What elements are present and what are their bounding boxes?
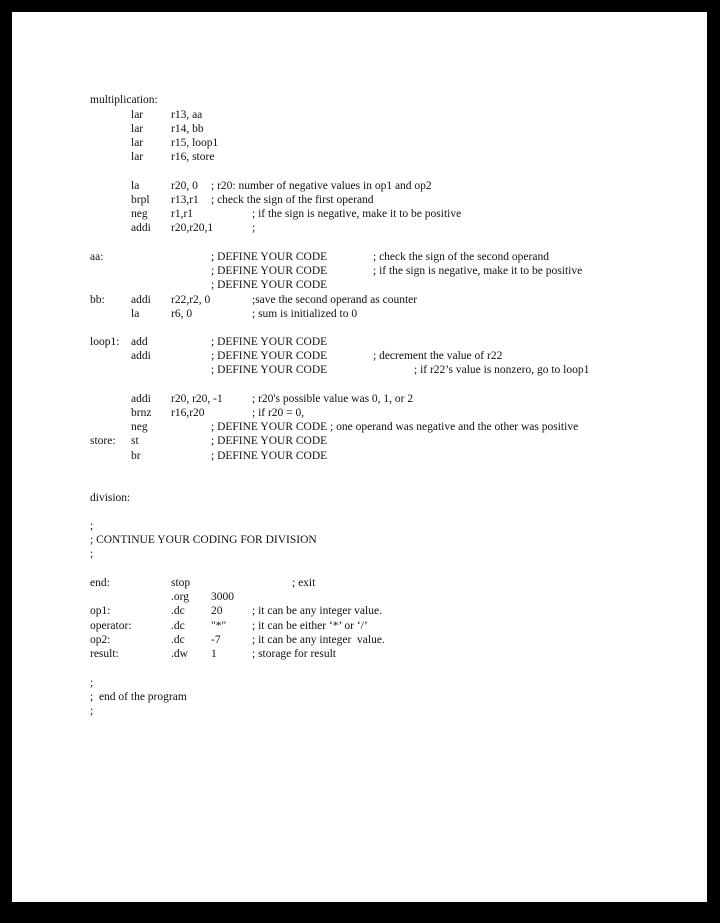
code-comment: ; [90,520,94,532]
op1-label: op1: [90,605,111,617]
code-comment: ; sum is initialized to 0 [252,308,358,320]
define-code-placeholder: ; DEFINE YOUR CODE [211,251,328,263]
code-comment: ; [90,548,94,560]
code-opcode: add [131,336,148,348]
code-operands: r6, 0 [171,308,193,320]
operator-label: operator: [90,620,132,632]
code-operands: r15, loop1 [171,137,219,149]
aa-label: aa: [90,251,104,263]
code-opcode: br [131,450,141,462]
code-comment: ; storage for result [252,648,336,660]
bb-label: bb: [90,294,105,306]
code-operands: r22,r2, 0 [171,294,211,306]
op2-label: op2: [90,634,111,646]
code-opcode: .org [171,591,189,603]
code-operands: r1,r1 [171,208,194,220]
code-opcode: .dc [171,605,185,617]
define-code-placeholder: ; DEFINE YOUR CODE [211,336,328,348]
code-opcode: addi [131,350,151,362]
code-opcode: brpl [131,194,150,206]
code-comment: ; it can be either ‘*’ or ‘/’ [252,620,368,632]
code-comment: ; r20: number of negative values in op1 and op2 [211,180,432,192]
code-operands: 3000 [211,591,234,603]
code-operands: r16, store [171,151,215,163]
code-comment: ; check the sign of the second operand [373,251,549,263]
define-code-placeholder: ; DEFINE YOUR CODE [211,350,328,362]
code-operands: r20,r20,1 [171,222,214,234]
code-opcode: lar [131,151,144,163]
define-code-placeholder: ; DEFINE YOUR CODE [211,435,328,447]
code-opcode: .dw [171,648,188,660]
code-operands: -7 [211,634,221,646]
code-comment: ; if the sign is negative, make it to be positive [373,265,583,277]
code-opcode: stop [171,577,191,589]
code-opcode: lar [131,109,144,121]
code-comment: ; [90,677,94,689]
code-comment: ; decrement the value of r22 [373,350,503,362]
code-opcode: addi [131,222,151,234]
code-opcode: neg [131,421,148,433]
code-opcode: neg [131,208,148,220]
code-comment: ; it can be any integer value. [252,634,385,646]
code-operands: r13,r1 [171,194,199,206]
code-comment: ; if the sign is negative, make it to be positive [252,208,462,220]
code-operands: 20 [211,605,223,617]
code-operands: 1 [211,648,217,660]
continue-division-comment: ; CONTINUE YOUR CODING FOR DIVISION [90,534,317,546]
code-opcode: st [131,435,139,447]
code-operands: r13, aa [171,109,203,121]
code-comment: ; [90,705,94,717]
loop1-label: loop1: [90,336,120,348]
store-label: store: [90,435,116,447]
code-comment: ; if r22’s value is nonzero, go to loop1 [414,364,590,376]
result-label: result: [90,648,119,660]
end-of-program-comment: ; end of the program [90,691,187,703]
code-comment: ;save the second operand as counter [252,294,418,306]
define-code-placeholder: ; DEFINE YOUR CODE [211,279,328,291]
code-opcode: addi [131,294,151,306]
end-label: end: [90,577,110,589]
code-opcode: .dc [171,634,185,646]
code-operands: r16,r20 [171,407,205,419]
code-comment: ; if r20 = 0, [252,407,305,419]
code-opcode: brnz [131,407,152,419]
division-label: division: [90,492,131,504]
code-comment: ; exit [292,577,316,589]
code-opcode: la [131,308,140,320]
multiplication-label: multiplication: [90,94,158,106]
code-comment: ; check the sign of the first operand [211,194,374,206]
code-comment: ; it can be any integer value. [252,605,382,617]
code-opcode: addi [131,393,151,405]
define-code-placeholder: ; DEFINE YOUR CODE ; one operand was negative and the other was positive [211,421,579,433]
code-opcode: .dc [171,620,185,632]
define-code-placeholder: ; DEFINE YOUR CODE [211,450,328,462]
code-comment: ; r20's possible value was 0, 1, or 2 [252,393,414,405]
code-operands: "*" [211,620,227,632]
document-page [12,12,707,902]
define-code-placeholder: ; DEFINE YOUR CODE [211,265,328,277]
code-comment: ; [252,222,256,234]
code-opcode: lar [131,137,144,149]
code-operands: r20, r20, -1 [171,393,223,405]
code-operands: r20, 0 [171,180,198,192]
define-code-placeholder: ; DEFINE YOUR CODE [211,364,328,376]
code-operands: r14, bb [171,123,204,135]
code-opcode: lar [131,123,144,135]
code-opcode: la [131,180,140,192]
